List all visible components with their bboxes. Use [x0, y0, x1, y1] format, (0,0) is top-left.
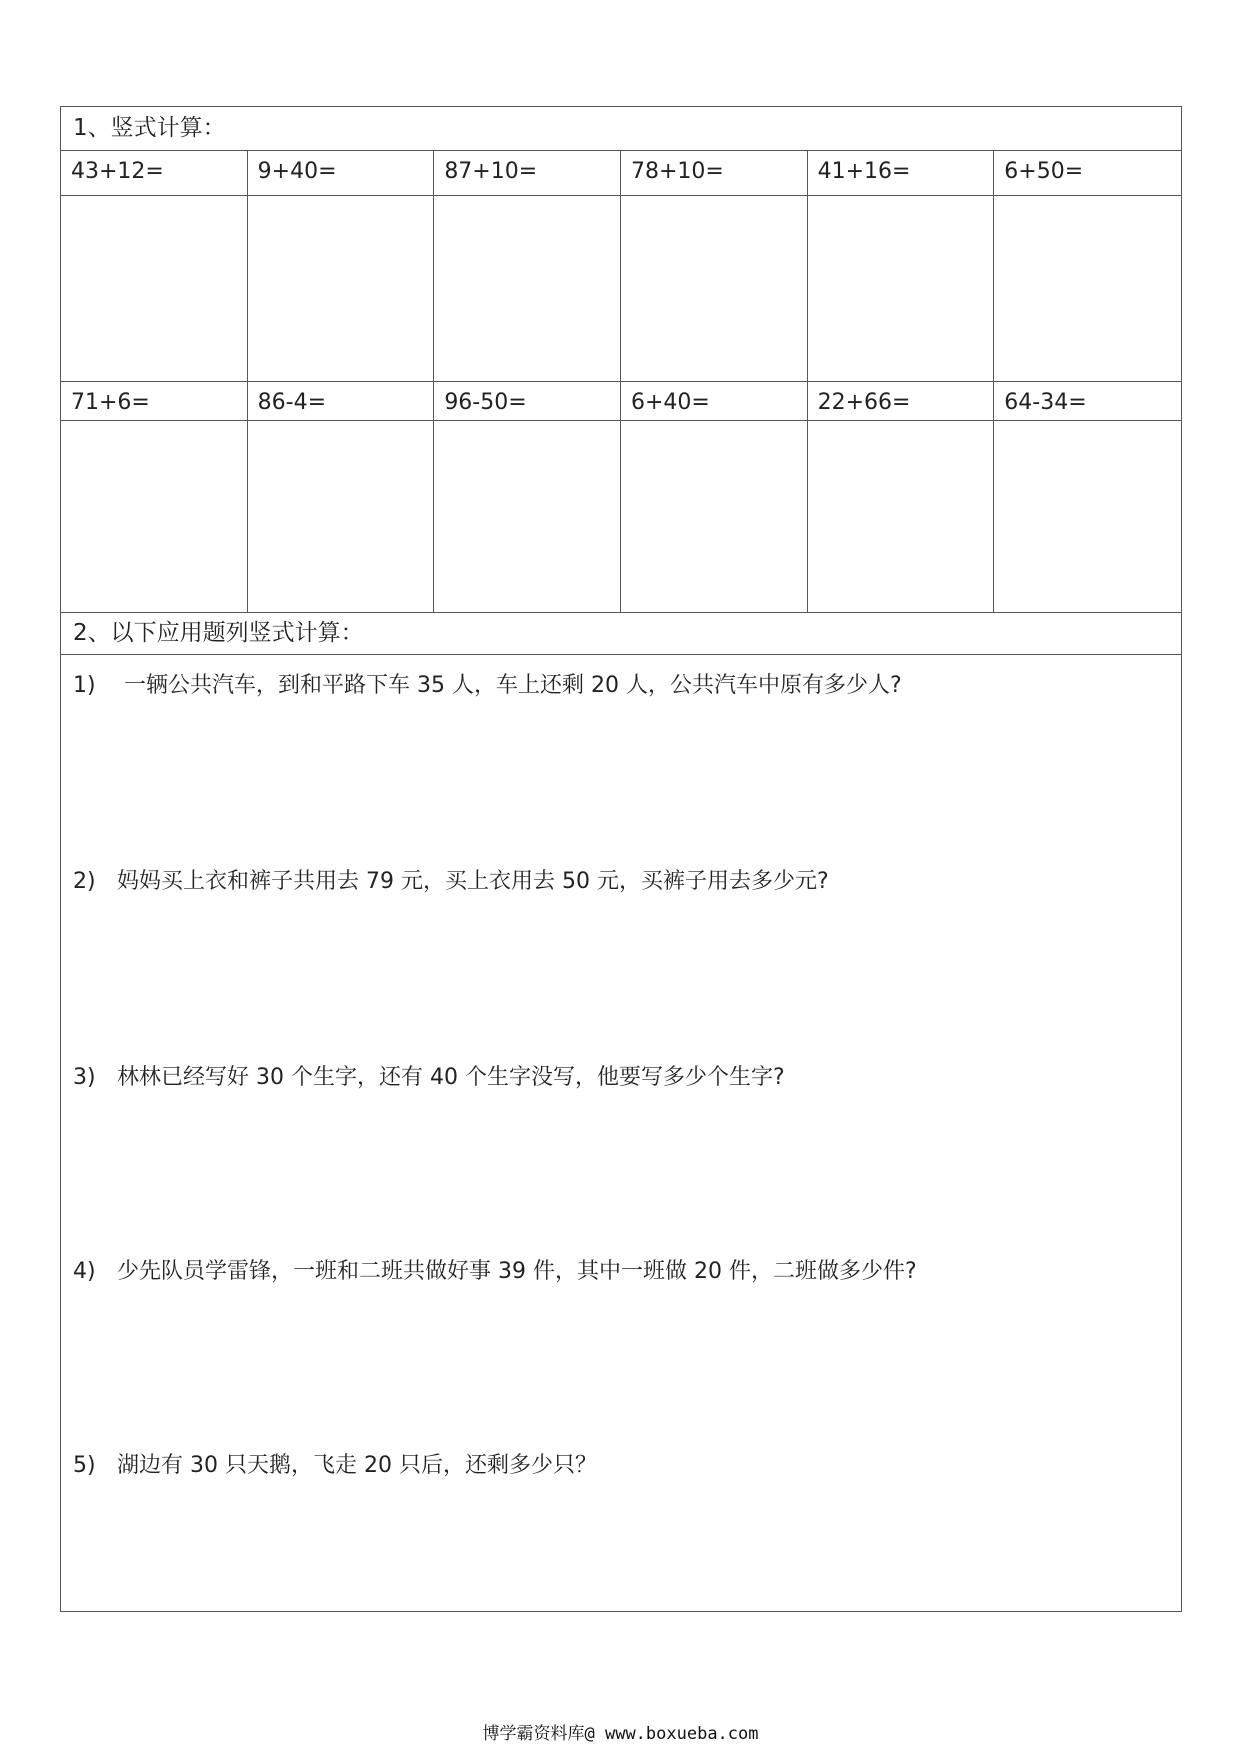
problem-number: 5) [73, 1453, 96, 1478]
problem-number: 4) [73, 1259, 96, 1284]
calc-expression: 78+10= [630, 159, 724, 184]
calc-row-1 [61, 151, 1181, 381]
calc-cell [994, 151, 1181, 381]
footer-watermark: 博学霸资料库@ www.boxueba.com [482, 1724, 759, 1744]
calc-cell [621, 151, 808, 381]
calc-cell [434, 151, 621, 381]
worksheet [60, 106, 1182, 1612]
cell-divider [61, 420, 247, 421]
calc-cell [248, 382, 435, 613]
word-problem [73, 1067, 785, 1089]
cell-divider [621, 420, 807, 421]
calc-expression: 6+40= [630, 390, 710, 415]
word-problem [73, 1261, 917, 1283]
problem-text: 湖边有 30 只天鹅，飞走 20 只后，还剩多少只？ [117, 1453, 597, 1478]
cell-divider [808, 420, 994, 421]
calc-cell [61, 151, 248, 381]
problem-number: 3) [73, 1065, 96, 1090]
calc-cell [994, 382, 1181, 613]
calc-expression: 71+6= [71, 390, 150, 415]
calc-cell [434, 382, 621, 613]
calc-cell [61, 382, 248, 613]
calc-cell [621, 382, 808, 613]
calc-expression: 41+16= [817, 159, 911, 184]
calc-expression: 96-50= [444, 390, 527, 415]
section2-title: 2、以下应用题列竖式计算： [61, 612, 1181, 655]
calc-expression: 87+10= [444, 159, 538, 184]
calc-expression: 9+40= [257, 159, 337, 184]
problem-text: 少先队员学雷锋，一班和二班共做好事 39 件，其中一班做 20 件，二班做多少件? [117, 1259, 917, 1284]
cell-divider [248, 195, 434, 196]
section1-title: 1、竖式计算： [61, 107, 1181, 151]
cell-divider [994, 195, 1181, 196]
problem-number: 1) [73, 673, 96, 698]
calc-expression: 43+12= [71, 159, 164, 184]
calc-row-2 [61, 381, 1181, 613]
calc-expression: 22+66= [817, 390, 911, 415]
calc-expression: 86-4= [257, 390, 327, 415]
calc-expression: 6+50= [1004, 159, 1084, 184]
calc-cell [248, 151, 435, 381]
problem-number: 2) [73, 869, 96, 894]
calc-cell [808, 382, 995, 613]
calc-cell [808, 151, 995, 381]
calc-expression: 64-34= [1004, 390, 1087, 415]
cell-divider [61, 195, 247, 196]
problem-text: 一辆公共汽车，到和平路下车 35 人，车上还剩 20 人，公共汽车中原有多少人? [117, 673, 902, 698]
cell-divider [434, 420, 620, 421]
cell-divider [248, 420, 434, 421]
word-problem [73, 871, 829, 893]
word-problem [73, 675, 902, 697]
problem-text: 林林已经写好 30 个生字，还有 40 个生字没写，他要写多少个生字? [117, 1065, 785, 1090]
cell-divider [808, 195, 994, 196]
cell-divider [621, 195, 807, 196]
problem-text: 妈妈买上衣和裤子共用去 79 元，买上衣用去 50 元，买裤子用去多少元? [117, 869, 829, 894]
cell-divider [994, 420, 1181, 421]
cell-divider [434, 195, 620, 196]
word-problem [73, 1455, 597, 1477]
